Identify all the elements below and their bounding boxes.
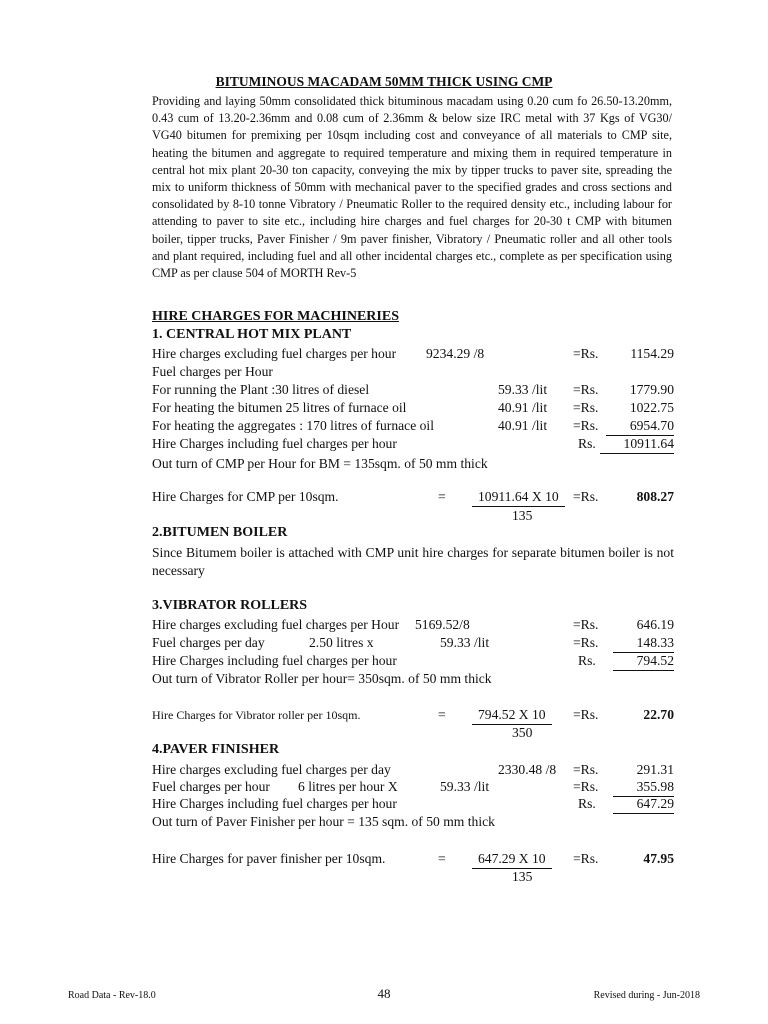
row-label: Out turn of CMP per Hour for BM = 135sqm. of 50 mm thick — [152, 456, 488, 471]
cmp-per10-denominator-row — [152, 507, 674, 525]
row-amount: 808.27 — [636, 489, 674, 504]
row-calc: 5169.52/8 — [415, 617, 470, 632]
fraction-denominator: 135 — [512, 869, 533, 884]
fraction-numerator: 647.29 X 10 — [472, 850, 552, 869]
row-amount: 1779.90 — [629, 382, 674, 397]
row-label: For heating the bitumen 25 litres of furnace oil — [152, 400, 407, 415]
cmp-fuel-aggregates-row — [152, 417, 674, 435]
page-number: 48 — [377, 986, 391, 1001]
row-eq: =Rs. — [573, 400, 599, 415]
roller-per10-row — [152, 706, 674, 724]
row-label: Fuel charges per Hour — [152, 364, 273, 379]
row-amount: 22.70 — [643, 707, 674, 722]
cmp-hire-row — [152, 345, 674, 363]
row-eq: =Rs. — [573, 779, 599, 794]
roller-per10-denominator-row — [152, 724, 674, 742]
paver-hire-row — [152, 761, 674, 779]
row-rate: 59.33 /lit — [498, 382, 548, 397]
item-description — [152, 93, 672, 282]
row-label: Hire charges excluding fuel charges per hour — [152, 346, 397, 361]
document-title: BITUMINOUS MACADAM 50MM THICK USING CMP — [215, 74, 553, 89]
row-eq-sign: = — [438, 851, 446, 866]
cmp-fuel-diesel-row — [152, 381, 674, 399]
boiler-heading: 2.BITUMEN BOILER — [152, 525, 288, 540]
row-amount: 646.19 — [636, 617, 674, 632]
row-eq: =Rs. — [573, 617, 599, 632]
row-amount: 291.31 — [636, 762, 674, 777]
row-label: Hire charges excluding fuel charges per day — [152, 762, 391, 777]
paver-per10-row — [152, 850, 674, 868]
row-amount: 10911.64 — [600, 435, 674, 454]
roller-outturn-row — [152, 670, 674, 688]
row-calc: 9234.29 /8 — [426, 346, 485, 361]
row-amount: 794.52 — [613, 652, 674, 671]
row-eq: =Rs. — [573, 382, 599, 397]
row-amount: 148.33 — [613, 634, 674, 653]
cmp-total-row — [152, 435, 674, 453]
row-eq: Rs. — [578, 436, 596, 451]
row-eq: =Rs. — [573, 418, 599, 433]
row-label: Hire Charges including fuel charges per hour — [152, 796, 397, 811]
roller-hire-row — [152, 616, 674, 634]
row-eq-sign: = — [438, 707, 446, 722]
row-amount: 1022.75 — [629, 400, 674, 415]
row-eq: Rs. — [578, 796, 596, 811]
roller-total-row — [152, 652, 674, 670]
hire-charges-heading: HIRE CHARGES FOR MACHINERIES — [152, 309, 399, 324]
row-label: Hire Charges including fuel charges per hour — [152, 653, 397, 668]
footer-left: Road Data - Rev-18.0 — [68, 990, 156, 1001]
row-label: Hire Charges including fuel charges per hour — [152, 436, 397, 451]
roller-heading: 3.VIBRATOR ROLLERS — [152, 598, 308, 613]
row-eq-sign: = — [438, 489, 446, 504]
row-eq: =Rs. — [573, 707, 599, 722]
row-label: For running the Plant :30 litres of diesel — [152, 382, 370, 397]
row-label: Hire Charges for Vibrator roller per 10sqm. — [152, 708, 361, 722]
paver-per10-denominator-row — [152, 868, 674, 886]
row-amount: 1154.29 — [630, 346, 674, 361]
cmp-fuel-heading-row — [152, 363, 674, 381]
row-rate: 59.33 /lit — [440, 779, 490, 794]
row-rate: 59.33 /lit — [440, 635, 490, 650]
row-eq: =Rs. — [573, 346, 599, 361]
row-eq: =Rs. — [573, 635, 599, 650]
fraction-numerator: 10911.64 X 10 — [472, 488, 565, 507]
row-label: Out turn of Vibrator Roller per hour= 350sqm. of 50 mm thick — [152, 671, 492, 686]
paver-fuel-row — [152, 778, 674, 796]
paver-heading: 4.PAVER FINISHER — [152, 742, 280, 757]
row-label: Out turn of Paver Finisher per hour = 135 sqm. of 50 mm thick — [152, 814, 495, 829]
row-qty: 2.50 litres x — [309, 635, 374, 650]
row-label: Fuel charges per hour — [152, 779, 270, 794]
footer-right: Revised during - Jun-2018 — [593, 990, 700, 1001]
row-eq: =Rs. — [573, 762, 599, 777]
row-amount: 47.95 — [643, 851, 674, 866]
row-eq: =Rs. — [573, 851, 599, 866]
boiler-text: Since Bitumem boiler is attached with CMP unit hire charges for separate bitumen boiler is not necessary — [152, 545, 674, 578]
row-amount: 355.98 — [613, 778, 674, 797]
cmp-heading: 1. CENTRAL HOT MIX PLANT — [152, 327, 352, 342]
row-label: Fuel charges per day — [152, 635, 265, 650]
row-eq: Rs. — [578, 653, 596, 668]
row-label: Hire Charges for CMP per 10sqm. — [152, 489, 339, 504]
paver-total-row — [152, 795, 674, 813]
item-description-text: Providing and laying 50mm consolidated thick bituminous macadam using 0.20 cum fo 26.50-13.20mm, 0.43 cum of 13.20-2.36mm and 0.08 cum of 2.36mm & below size IRC metal with 37 Kgs of VG30/ VG40 bitumen for premixing per 10sqm including cost and conveyance of all materials to CMP site, heating the bitumen and aggregate to required temperature and mixing them in required temperature in central hot mix plant 20-30 ton capacity, conveying the mix by tipper trucks to paver site, spreading the mix to uniform thickness of 50mm with mechanical paver to the specified grades and cross sections and consolidated by 8-10 tonne Vibratory / Pneumatic Roller to the required density etc., including labour for attending to paver to site etc., including hire charges and fuel charges for 20-30 t CMP with bitumen boiler, tipper trucks, Paver Finisher / 9m paver finisher, Vibratory / Pneumatic roller and all other tools and plant required, including fuel and all other incidental charges etc., complete as per specification using CMP as per clause 504 of MORTH Rev-5 — [152, 94, 672, 281]
row-rate: 40.91 /lit — [498, 400, 548, 415]
row-rate: 40.91 /lit — [498, 418, 548, 433]
cmp-outturn-row — [152, 455, 674, 473]
row-calc: 2330.48 /8 — [498, 762, 557, 777]
fraction-denominator: 135 — [512, 508, 533, 523]
row-amount: 647.29 — [613, 795, 674, 814]
row-label: For heating the aggregates : 170 litres of furnace oil — [152, 418, 434, 433]
roller-fuel-row — [152, 634, 674, 652]
row-amount: 6954.70 — [606, 417, 674, 436]
fraction-denominator: 350 — [512, 725, 533, 740]
row-label: Hire Charges for paver finisher per 10sqm. — [152, 851, 386, 866]
row-qty: 6 litres per hour X — [298, 779, 398, 794]
fraction-numerator: 794.52 X 10 — [472, 706, 552, 725]
cmp-fuel-bitumen-row — [152, 399, 674, 417]
row-label: Hire charges excluding fuel charges per Hour — [152, 617, 400, 632]
cmp-per10-row — [152, 488, 674, 506]
row-eq: =Rs. — [573, 489, 599, 504]
paver-outturn-row — [152, 813, 674, 831]
